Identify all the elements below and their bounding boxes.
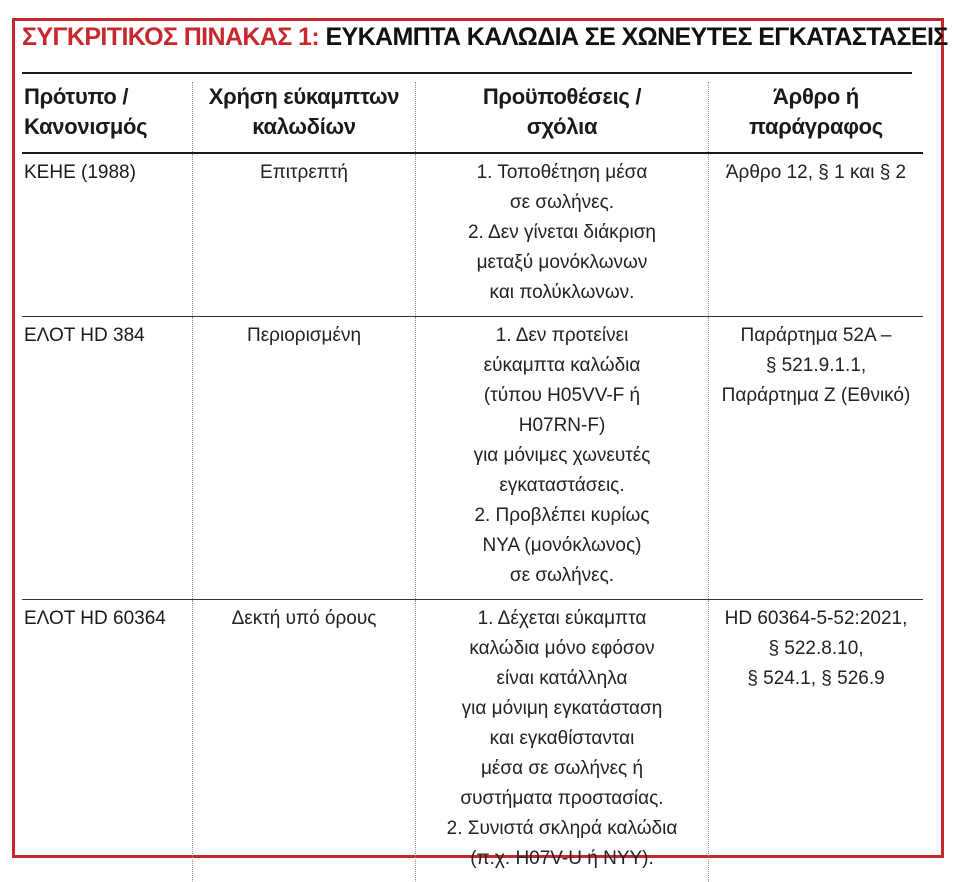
title-divider — [22, 72, 912, 74]
table-title-text: ΕΥΚΑΜΠΤΑ ΚΑΛΩΔΙΑ ΣΕ ΧΩΝΕΥΤΕΣ ΕΓΚΑΤΑΣΤΑΣΕΙΣ — [325, 23, 947, 51]
cell-standard: ΕΛΟΤ HD 60364 — [22, 600, 193, 882]
condition-line: NYA (μονόκλωνος) — [416, 531, 708, 561]
table-header-row — [22, 82, 923, 153]
table-row — [22, 600, 923, 882]
cell-conditions — [416, 600, 709, 882]
article-line: § 522.8.10, — [709, 634, 923, 664]
condition-line: 2. Προβλέπει κυρίως — [416, 501, 708, 531]
condition-line: 1. Τοποθέτηση μέσα — [416, 158, 708, 188]
header-usage — [193, 82, 416, 153]
table-row — [22, 317, 923, 600]
condition-line: 1. Δεν προτείνει — [416, 321, 708, 351]
comparison-table — [22, 82, 923, 882]
header-conditions — [416, 82, 709, 153]
condition-line: σε σωλήνες. — [416, 561, 708, 591]
condition-line: και πολύκλωνων. — [416, 278, 708, 308]
header-usage-line: Χρήση εύκαμπτων — [193, 82, 415, 112]
cell-standard: ΕΛΟΤ HD 384 — [22, 317, 193, 600]
header-conditions-line: Προϋποθέσεις / — [416, 82, 708, 112]
header-usage-line: καλωδίων — [193, 112, 415, 142]
condition-line: είναι κατάλληλα — [416, 664, 708, 694]
condition-line: 2. Δεν γίνεται διάκριση — [416, 218, 708, 248]
cell-article — [709, 600, 924, 882]
header-article-line: Άρθρο ή — [709, 82, 923, 112]
cell-usage: Περιορισμένη — [193, 317, 416, 600]
condition-line: εγκαταστάσεις. — [416, 471, 708, 501]
condition-line: σε σωλήνες. — [416, 188, 708, 218]
header-standard-line: Πρότυπο / — [24, 82, 192, 112]
condition-line: (τύπου H05VV-F ή — [416, 381, 708, 411]
article-line: Άρθρο 12, § 1 και § 2 — [709, 158, 923, 188]
condition-line: για μόνιμη εγκατάσταση — [416, 694, 708, 724]
table-title-prefix: ΣΥΓΚΡΙΤΙΚΟΣ ΠΙΝΑΚΑΣ 1: — [22, 23, 319, 51]
article-line: § 524.1, § 526.9 — [709, 664, 923, 694]
condition-line: 2. Συνιστά σκληρά καλώδια — [416, 814, 708, 844]
condition-line: μεταξύ μονόκλωνων — [416, 248, 708, 278]
condition-line: συστήματα προστασίας. — [416, 784, 708, 814]
condition-line: για μόνιμες χωνευτές — [416, 441, 708, 471]
table-title — [22, 22, 912, 52]
header-article-line: παράγραφος — [709, 112, 923, 142]
condition-line: και εγκαθίστανται — [416, 724, 708, 754]
condition-line: (π.χ. H07V-U ή NYY). — [416, 844, 708, 874]
header-standard — [22, 82, 193, 153]
header-standard-line: Κανονισμός — [24, 112, 192, 142]
condition-line: μέσα σε σωλήνες ή — [416, 754, 708, 784]
cell-usage: Επιτρεπτή — [193, 153, 416, 317]
cell-conditions — [416, 153, 709, 317]
article-line: Παράρτημα 52Α – — [709, 321, 923, 351]
cell-conditions — [416, 317, 709, 600]
condition-line: εύκαμπτα καλώδια — [416, 351, 708, 381]
condition-line: H07RN-F) — [416, 411, 708, 441]
header-article — [709, 82, 924, 153]
cell-article — [709, 317, 924, 600]
header-conditions-line: σχόλια — [416, 112, 708, 142]
article-line: Παράρτημα Ζ (Εθνικό) — [709, 381, 923, 411]
article-line: § 521.9.1.1, — [709, 351, 923, 381]
cell-usage: Δεκτή υπό όρους — [193, 600, 416, 882]
article-line: HD 60364-5-52:2021, — [709, 604, 923, 634]
condition-line: καλώδια μόνο εφόσον — [416, 634, 708, 664]
cell-article — [709, 153, 924, 317]
condition-line: 1. Δέχεται εύκαμπτα — [416, 604, 708, 634]
table-row — [22, 153, 923, 317]
cell-standard: ΚΕΗΕ (1988) — [22, 153, 193, 317]
